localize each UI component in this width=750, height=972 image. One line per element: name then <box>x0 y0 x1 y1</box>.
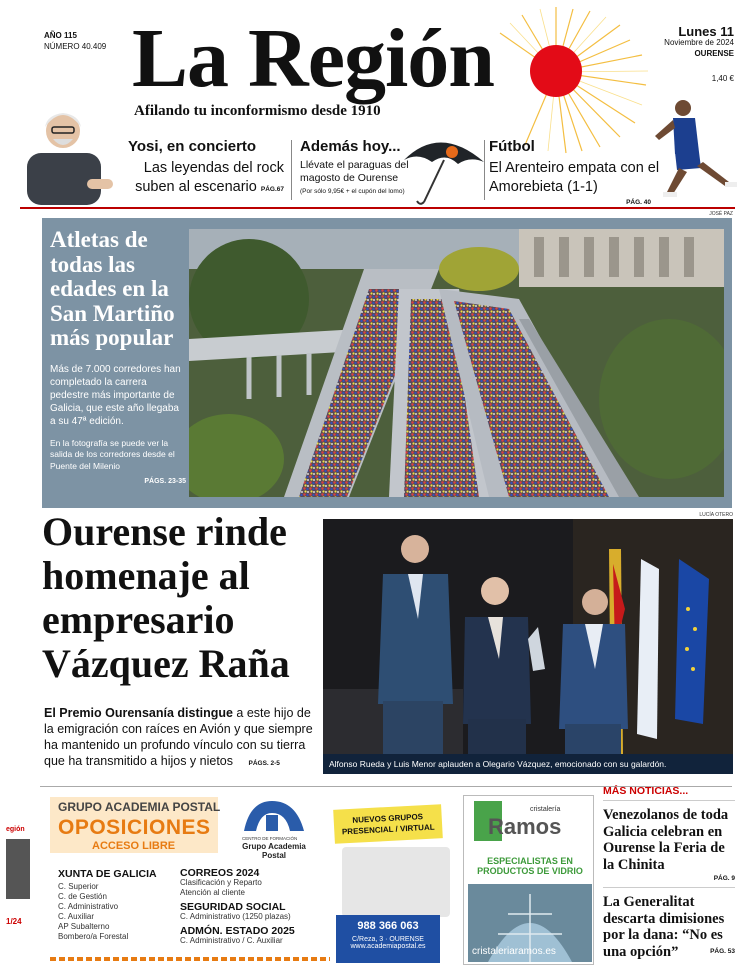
ad-web: www.academiapostal.es <box>350 943 426 950</box>
news-divider <box>603 887 735 888</box>
page-ref: PÁG. 9 <box>713 875 735 882</box>
page-ref: PÁG.67 <box>260 186 284 193</box>
teaser-title: Fútbol <box>489 138 535 155</box>
issue-meta <box>44 30 106 52</box>
page-ref: PÁGS. 2-5 <box>248 760 280 767</box>
teaser-note: (Por sólo 9,95€ + el cupón del lomo) <box>300 188 405 195</box>
ad-top-label: GRUPO ACADEMIA POSTAL <box>58 800 221 814</box>
cristaleria-ramos-ad[interactable] <box>463 795 594 965</box>
teaser-divider <box>291 140 292 200</box>
tagline: Afilando tu inconformismo desde 1910 <box>134 103 381 119</box>
col1-title: XUNTA DE GALICIA <box>58 868 157 880</box>
edge-logo-fragment: egión <box>6 826 25 833</box>
page-ref: PÁG. 53 <box>710 948 735 955</box>
city: OURENSE <box>694 49 734 58</box>
price: 1,40 € <box>711 74 734 83</box>
story2-headline[interactable]: Ourense rinde homenaje al empresario Vázquez Raña <box>42 509 290 686</box>
lead-story-text[interactable] <box>50 228 186 485</box>
teaser-title: Yosi, en concierto <box>128 138 257 155</box>
teaser-futbol[interactable] <box>489 138 669 206</box>
page-ref: PÁG. 40 <box>626 199 651 206</box>
story2-body-lead: El Premio Ourensanía distingue <box>44 706 233 720</box>
masthead-rule <box>20 207 735 209</box>
photo-credit: JOSÉ PAZ <box>709 211 733 217</box>
umbrella-image <box>400 130 488 206</box>
ad-stripe <box>50 957 330 961</box>
race-photo <box>189 229 724 497</box>
col1-list: C. Superior C. de Gestión C. Administrativo C. Auxiliar AP Subalterno Bombero/a Forestal <box>58 882 129 941</box>
teaser-divider <box>484 140 485 200</box>
teaser-yosi[interactable] <box>128 138 288 199</box>
newspaper-logo[interactable]: La Región <box>132 12 495 105</box>
weekday-date: Lunes 11 <box>678 24 734 39</box>
date-block <box>664 26 734 84</box>
page-ref: PÁGS. 23-35 <box>144 478 186 485</box>
edge-page-number: 1/24 <box>6 917 22 926</box>
lead-caption: En la fotografía se puede ver la salida de los corredores desde el Puente del Milenio <box>50 437 175 471</box>
photo-caption: Alfonso Rueda y Luis Menor aplauden a Olegario Vázquez, emocionado con su galardón. <box>323 754 733 774</box>
ad-address: C/Reza, 3 · OURENSE <box>352 936 424 943</box>
year-label: AÑO 115 <box>44 31 77 40</box>
col2-list: CORREOS 2024 Clasificación y Reparto Atención al cliente SEGURIDAD SOCIAL C. Administrativo (1250 plazas) ADMÓN. ESTADO 2025 C. Administrativo / C. Auxiliar <box>180 867 295 945</box>
footballer-image <box>645 96 740 206</box>
teaser-text: El Arenteiro empata con el Amorebieta (1-1) <box>489 160 660 195</box>
academia-postal-ad[interactable] <box>42 795 452 965</box>
lead-headline: Atletas de todas las edades en la San Martiño más popular <box>50 227 175 350</box>
award-photo <box>323 519 733 754</box>
ad-subtitle: ACCESO LIBRE <box>92 840 176 852</box>
ad-phone: 988 366 063 <box>357 920 419 932</box>
ramos-name: Ramos <box>488 814 562 839</box>
ad-contact-box[interactable] <box>336 915 440 963</box>
teaser-text: Las leyendas del rock suben al escenario PÁG.67 <box>135 160 284 195</box>
photo-credit: LUCÍA OTERO <box>699 512 733 518</box>
teaser-text: Llévate el paraguas del magosto de Ourense <box>300 159 409 184</box>
ad-product-image <box>342 847 450 917</box>
news-item[interactable] <box>603 807 735 882</box>
new-groups-badge: NUEVOS GRUPOS PRESENCIAL / VIRTUAL <box>333 804 443 844</box>
logo-red-dot <box>530 45 582 97</box>
teaser-title: Además hoy... <box>300 138 401 155</box>
ad-title: OPOSICIONES <box>58 816 211 839</box>
issue-number: NÚMERO 40.409 <box>44 42 107 51</box>
ramos-small-label: cristalería <box>530 806 561 813</box>
news-item[interactable] <box>603 894 735 960</box>
month-year: Noviembre de 2024 <box>664 38 734 47</box>
previous-page-edge <box>6 826 32 930</box>
more-news-label: MÁS NOTICIAS... <box>603 785 735 801</box>
ramos-web: cristaleriaramos.es <box>472 946 556 957</box>
news-headline: La Generalitat descarta dimisiones por la dana: “No es una opción” <box>603 894 725 960</box>
yosi-photo <box>25 105 115 207</box>
logo-name: Grupo Academia Postal <box>242 842 306 860</box>
academia-logo-icon <box>238 797 310 837</box>
lead-body: Más de 7.000 corredores han completado la carrera pedestre más importante de Galicia, que este año llegaba a su 47ª edición. <box>50 363 181 427</box>
ramos-tagline: ESPECIALISTAS EN PRODUCTOS DE VIDRIO <box>477 856 583 876</box>
more-news-column <box>603 785 735 960</box>
logo-small-text: CENTRO DE FORMACIÓN <box>242 836 298 841</box>
news-headline: Venezolanos de toda Galicia celebran en Ourense la Feria de la Chinita <box>603 807 729 873</box>
story2-body: El Premio Ourensanía distingue a este hijo de la emigración con raíces en Avión y que siempre ha mantenido un profundo vínculo con su tierra que ha transmitido a hijos y nietos PÁGS. 2-5 <box>44 706 313 768</box>
